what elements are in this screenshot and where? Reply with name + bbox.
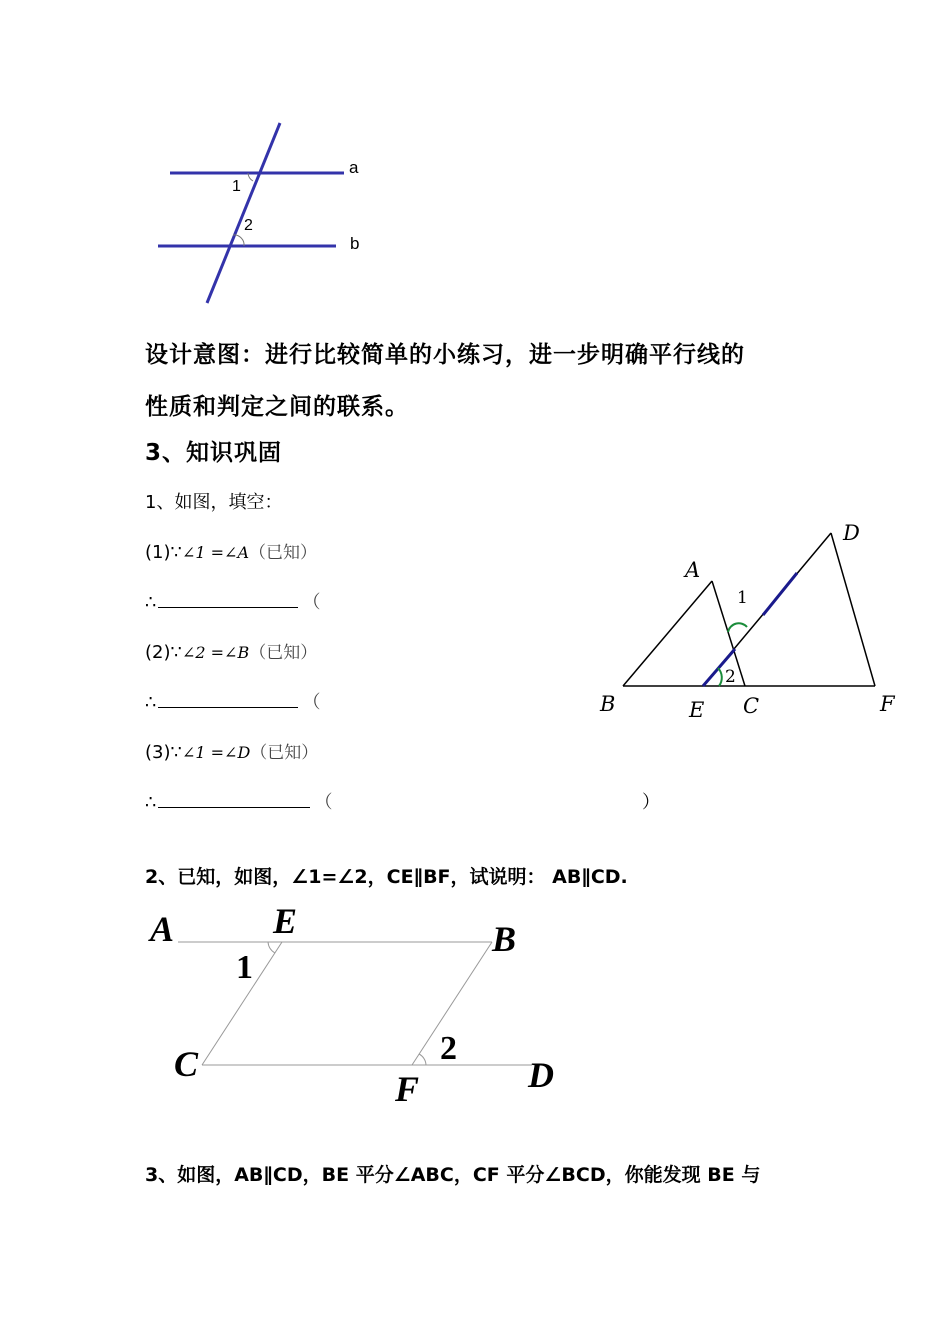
- q1-item2-note: （已知）: [249, 643, 318, 663]
- therefore-symbol: ∴: [145, 792, 157, 813]
- therefore-symbol: ∴: [145, 592, 157, 613]
- q1-item2-open-paren: （: [302, 692, 321, 713]
- design-intent-line2: 性质和判定之间的联系。: [145, 394, 409, 420]
- angle1-label: 1: [737, 588, 748, 608]
- q1-item2-num: (2): [145, 642, 171, 663]
- because-symbol: ∵: [170, 542, 182, 563]
- design-intent-line1: 设计意图：进行比较简单的小练习，进一步明确平行线的: [145, 342, 745, 368]
- vertex-f-label: F: [395, 1069, 420, 1109]
- because-symbol: ∵: [170, 742, 182, 763]
- angle2-label: 2: [244, 217, 253, 234]
- angle1-arc: [728, 623, 747, 632]
- q1-item1-open-paren: （: [302, 592, 321, 613]
- q1-item3-premise: [145, 738, 318, 763]
- vertex-c-label: C: [743, 694, 760, 718]
- section-title: 3、知识巩固: [145, 440, 283, 466]
- angle1-label: 1: [236, 949, 253, 986]
- vertex-d-label: D: [843, 521, 860, 545]
- q1-item3-note: （已知）: [250, 743, 319, 763]
- vertex-d-label: D: [528, 1055, 554, 1095]
- angle2-arc: [718, 668, 722, 686]
- q1-item1-premise: [145, 538, 317, 563]
- q1-item3-num: (3): [145, 742, 171, 763]
- line-b-label: b: [350, 234, 360, 253]
- vertex-b-label: B: [600, 692, 616, 716]
- triangles-figure: [595, 515, 910, 725]
- vertex-e-label: E: [689, 698, 705, 722]
- because-symbol: ∵: [170, 642, 182, 663]
- therefore-symbol: ∴: [145, 692, 157, 713]
- angle1-label: 1: [232, 178, 241, 195]
- answer-blank[interactable]: [158, 706, 298, 708]
- angle2-label: 2: [725, 667, 736, 687]
- vertex-f-label: F: [880, 692, 895, 716]
- vertex-b-label: B: [492, 919, 517, 959]
- q1-item2-premise: [145, 638, 317, 663]
- vertex-e-label: E: [273, 901, 298, 941]
- segment-df: [831, 533, 875, 686]
- q1-item1-num: (1): [145, 542, 171, 563]
- angle2-label: 2: [440, 1030, 457, 1067]
- answer-blank[interactable]: [158, 806, 310, 808]
- q1-item3-expr: ∠1 =∠D: [181, 743, 251, 762]
- parallelogram-figure: [140, 895, 580, 1110]
- q1-item3-close-paren: ）: [642, 792, 660, 813]
- q3-text: 3、如图，AB∥CD，BE 平分∠ABC，CF 平分∠BCD，你能发现 BE 与: [145, 1164, 761, 1186]
- vertex-a-label: A: [150, 909, 175, 949]
- q1-title: 1、如图，填空：: [145, 492, 283, 513]
- q2-text: 2、已知，如图，∠1=∠2，CE∥BF，试说明： AB∥CD.: [145, 866, 628, 888]
- answer-blank[interactable]: [158, 606, 298, 608]
- transversal-line: [207, 123, 280, 303]
- angle2-arc: [419, 1054, 426, 1065]
- segment-ed-highlight-upper: [763, 573, 797, 615]
- vertex-c-label: C: [174, 1044, 199, 1084]
- q1-item1-conclusion: [145, 588, 320, 614]
- vertex-a-label: A: [685, 558, 701, 582]
- q1-item2-expr: ∠2 =∠B: [181, 643, 250, 662]
- line-a-label: a: [349, 158, 359, 177]
- q1-item3-conclusion: [145, 788, 332, 814]
- q1-item1-expr: ∠1 =∠A: [181, 543, 249, 562]
- segment-ab: [623, 581, 712, 686]
- parallel-lines-figure: [140, 115, 380, 315]
- angle1-arc: [268, 942, 275, 953]
- q1-item1-note: （已知）: [249, 543, 317, 563]
- q1-item3-open-paren: （: [314, 792, 333, 813]
- q1-item2-conclusion: [145, 688, 320, 714]
